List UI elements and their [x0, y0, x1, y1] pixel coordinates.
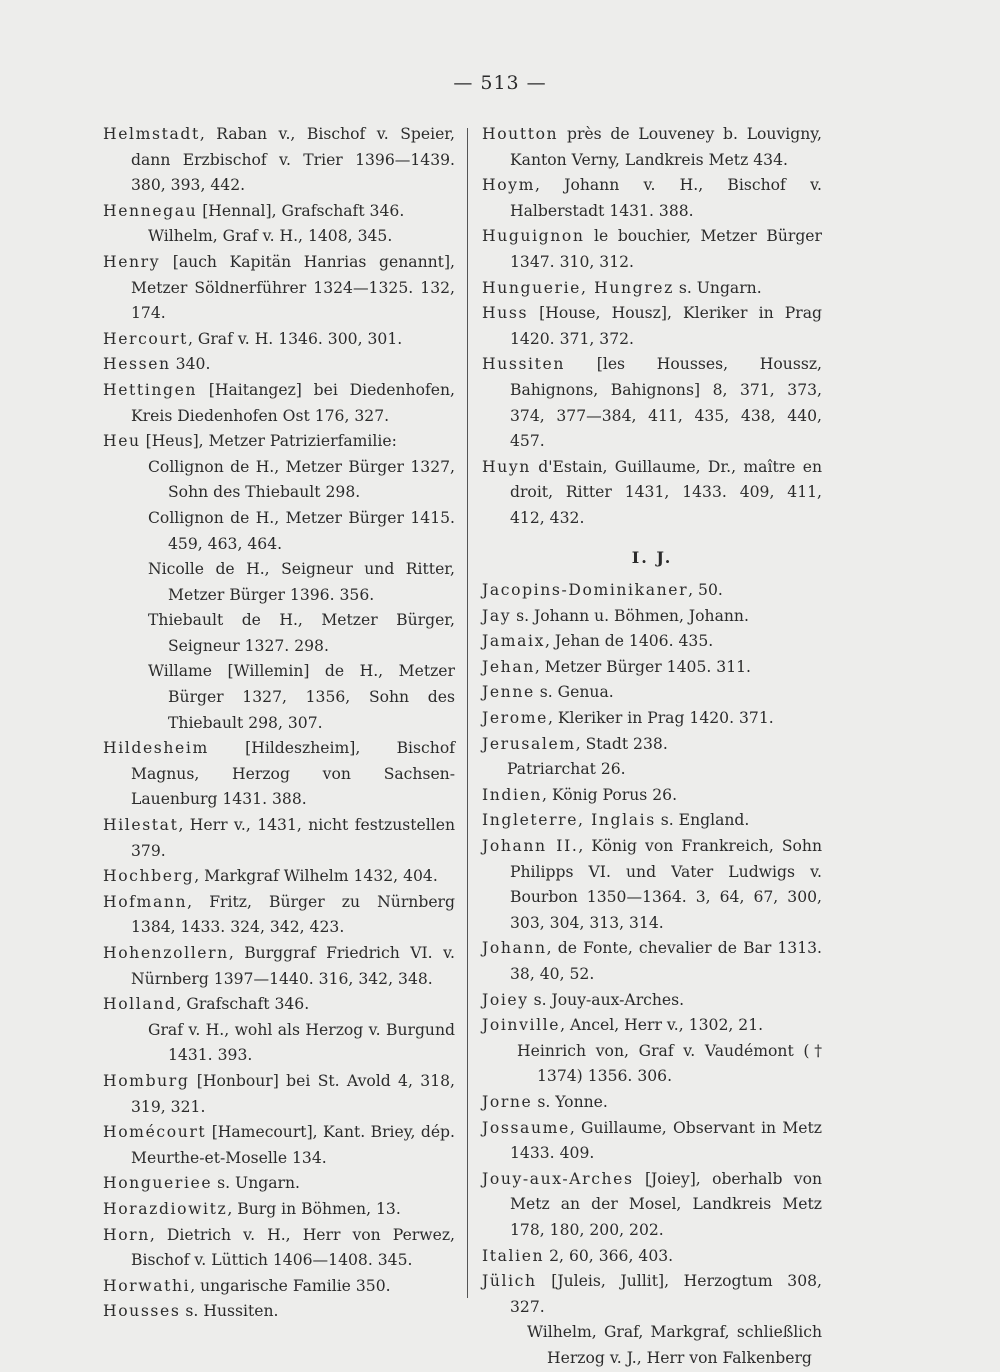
index-entry: [482, 301, 822, 352]
entry-keyword: Hildesheim: [103, 739, 209, 758]
entry-text: Wilhelm, Graf v. H., 1408, 345.: [148, 227, 393, 246]
entry-keyword: Jenne: [482, 683, 535, 702]
entry-text: s. Yonne.: [532, 1092, 608, 1111]
index-entry: [482, 352, 822, 454]
entry-keyword: Hilestat: [103, 816, 179, 835]
index-entry: [148, 224, 455, 250]
entry-text: le bouchier, Metzer Bürger 1347. 310, 312.: [510, 227, 822, 271]
entry-text: , Markgraf Wilhelm 1432, 404.: [194, 867, 438, 886]
index-entry: [482, 629, 822, 655]
entry-keyword: Johann: [482, 939, 547, 958]
entry-keyword: Hennegau: [103, 201, 198, 220]
entry-keyword: Indien: [482, 785, 543, 804]
index-entry: [103, 1274, 455, 1300]
index-entry: [103, 122, 455, 199]
entry-keyword: Hercourt: [103, 329, 188, 348]
index-entry: [103, 199, 455, 225]
entry-text: , ungarische Familie 350.: [190, 1276, 391, 1295]
entry-keyword: Jorne: [482, 1092, 533, 1111]
entry-text: , Burg in Böhmen, 13.: [227, 1199, 401, 1218]
index-entry: [103, 327, 455, 353]
entry-keyword: Johann II.: [482, 837, 579, 856]
index-entry: [482, 783, 822, 809]
index-entry: [103, 352, 455, 378]
index-entry: [148, 659, 455, 736]
index-entry: [482, 1167, 822, 1244]
entry-text: , Kleriker in Prag 1420. 371.: [547, 709, 774, 728]
entry-text: , Herr v., 1431, nicht festzustellen 379.: [131, 816, 455, 860]
entry-text: Collignon de H., Metzer Bürger 1327, Sohn des Thiebault 298.: [148, 457, 455, 502]
entry-keyword: Hessen: [103, 355, 171, 374]
index-entry: [482, 224, 822, 275]
index-entry: [103, 864, 455, 890]
index-entry: [517, 1039, 822, 1090]
entry-text: Wilhelm, Graf, Markgraf, schließlich Herzog v. J., Herr von Falkenberg: [527, 1323, 822, 1367]
entry-text: , Fritz, Bürger zu Nürnberg 1384, 1433. 324, 342, 423.: [131, 892, 455, 937]
entry-keyword: Jerome: [482, 709, 548, 728]
index-entry: [103, 890, 455, 941]
entry-text: [Heus], Metzer Patrizierfamilie:: [140, 432, 397, 451]
index-entry: [148, 455, 455, 506]
index-entry: [103, 813, 455, 864]
index-entry: [482, 936, 822, 987]
entry-keyword: Horn: [103, 1225, 150, 1244]
entry-text: [auch Kapitän Hanrias genannt], Metzer Söldnerführer 1324—1325. 132, 174.: [131, 252, 455, 323]
entry-text: , Metzer Bürger 1405. 311.: [534, 657, 752, 676]
section-heading: I. J.: [631, 547, 673, 567]
entry-text: , de Fonte, chevalier de Bar 1313. 38, 40, 52.: [510, 939, 822, 983]
entry-text: d'Estain, Guillaume, Dr., maître en droit, Ritter 1431, 1433. 409, 411, 412, 432.: [510, 457, 822, 527]
index-entry: [482, 1116, 822, 1167]
entry-text: 340.: [170, 355, 211, 374]
entry-keyword: Helmstadt: [103, 125, 200, 143]
entry-keyword: Jehan: [482, 657, 535, 676]
index-entry: [507, 757, 822, 783]
entry-text: s. Ungarn.: [673, 278, 762, 297]
entry-keyword: Hettingen: [103, 380, 198, 399]
entry-text: Graf v. H., wohl als Herzog v. Burgund 1431. 393.: [148, 1020, 455, 1065]
index-entry: [482, 1013, 822, 1039]
index-entry: [482, 808, 822, 834]
entry-keyword: Henry: [103, 252, 161, 271]
entry-text: Heinrich von, Graf v. Vaudémont († 1374) 1356. 306.: [517, 1041, 822, 1086]
entry-keyword: Jouy-aux-Arches: [482, 1169, 634, 1188]
index-entry: [103, 736, 455, 813]
index-entry: [482, 578, 822, 604]
entry-keyword: Ingleterre, Inglais: [482, 811, 656, 830]
entry-keyword: Holland: [103, 995, 177, 1014]
entry-text: [Honbour] bei St. Avold 4, 318, 319, 321.: [131, 1071, 455, 1116]
entry-text: [les Housses, Houssz, Bahignons, Bahignons] 8, 371, 373, 374, 377—384, 411, 435, 438, 440, 457.: [510, 355, 822, 451]
left-column: [103, 122, 455, 1325]
index-entry: [148, 1018, 455, 1069]
index-entry: [148, 608, 455, 659]
entry-keyword: Jossaume: [482, 1118, 570, 1137]
entry-keyword: Horazdiowitz: [103, 1199, 228, 1218]
entry-text: , 50.: [688, 581, 723, 600]
entry-text: [Hennal], Grafschaft 346.: [197, 201, 405, 220]
index-entry: [482, 732, 822, 758]
entry-keyword: Italien: [482, 1246, 545, 1265]
index-entry: [482, 655, 822, 681]
page-number: — 513 —: [453, 72, 547, 94]
entry-text: [Haitangez] bei Diedenhofen, Kreis Diedenhofen Ost 176, 327.: [131, 380, 455, 425]
index-entry: [103, 941, 455, 992]
entry-keyword: Huguignon: [482, 227, 585, 246]
index-entry: [103, 1223, 455, 1274]
entry-text: s. Hussiten.: [180, 1302, 279, 1321]
entry-keyword: Hoym: [482, 176, 535, 195]
entry-text: , Raban v., Bischof v. Speier, dann Erzbischof v. Trier 1396—1439. 380, 393, 442.: [131, 125, 455, 195]
entry-text: près de Louveney b. Louvigny, Kanton Verny, Landkreis Metz 434.: [510, 125, 822, 169]
index-entry: [148, 557, 455, 608]
entry-text: 2, 60, 366, 403.: [544, 1246, 674, 1265]
index-entry: [103, 1299, 455, 1325]
entry-text: Willame [Willemin] de H., Metzer Bürger 1327, 1356, Sohn des Thiebault 298, 307.: [148, 662, 455, 732]
entry-text: [Hildeszheim], Bischof Magnus, Herzog von Sachsen-Lauenburg 1431. 388.: [131, 739, 455, 809]
entry-text: s. Ungarn.: [212, 1174, 300, 1193]
entry-text: [Juleis, Jullit], Herzogtum 308, 327.: [510, 1272, 822, 1316]
entry-text: s. Johann u. Böhmen, Johann.: [511, 606, 749, 625]
entry-text: , Johann v. H., Bischof v. Halberstadt 1431. 388.: [510, 176, 822, 220]
entry-text: , König von Frankreich, Sohn Philipps VI. und Vater Ludwigs v. Bourbon 1350—1364. 3, 64, 67, 300, 303, 304, 313, 314.: [510, 837, 822, 932]
index-entry: [148, 506, 455, 557]
entry-keyword: Jamaix: [482, 632, 546, 651]
entry-text: , König Porus 26.: [542, 785, 678, 804]
index-entry: [103, 1197, 455, 1223]
index-entry: [482, 988, 822, 1014]
entry-text: Patriarchat 26.: [507, 760, 626, 779]
index-entry: [482, 604, 822, 630]
entry-keyword: Hunguerie, Hungrez: [482, 278, 674, 297]
index-entry: [482, 1269, 822, 1320]
index-entry: [103, 1120, 455, 1171]
entry-keyword: Hohenzollern: [103, 944, 229, 962]
entry-text: Collignon de H., Metzer Bürger 1415. 459, 463, 464.: [148, 508, 455, 553]
index-entry: [527, 1320, 822, 1371]
entry-text: s. Jouy-aux-Arches.: [528, 990, 685, 1009]
index-entry: [103, 1069, 455, 1120]
right-column-bottom-entries: [482, 578, 822, 1371]
entry-keyword: Hofmann: [103, 892, 188, 911]
entry-text: , Dietrich v. H., Herr von Perwez, Bischof v. Lüttich 1406—1408. 345.: [131, 1225, 455, 1270]
right-column-top-entries: [482, 122, 822, 532]
entry-text: , Grafschaft 346.: [176, 995, 310, 1014]
index-entry: [482, 276, 822, 302]
entry-keyword: Hochberg: [103, 867, 195, 886]
entry-text: [Hamecourt], Kant. Briey, dép. Meurthe-et-Moselle 134.: [131, 1123, 455, 1167]
entry-keyword: Jülich: [482, 1272, 537, 1291]
entry-keyword: Jacopins-Dominikaner: [482, 581, 689, 600]
entry-keyword: Jay: [482, 606, 512, 625]
entry-keyword: Homburg: [103, 1071, 190, 1090]
column-divider: [467, 128, 468, 1298]
index-entry: [482, 122, 822, 173]
index-entry: [482, 173, 822, 224]
entry-text: Nicolle de H., Seigneur und Ritter, Metzer Bürger 1396. 356.: [148, 560, 455, 604]
entry-keyword: Heu: [103, 432, 141, 451]
entry-text: Thiebault de H., Metzer Bürger, Seigneur 1327. 298.: [148, 611, 455, 655]
entry-keyword: Homécourt: [103, 1123, 207, 1142]
entry-keyword: Horwathi: [103, 1276, 191, 1295]
entry-keyword: Jerusalem: [482, 734, 576, 753]
right-column: [482, 122, 822, 1372]
entry-text: , Guillaume, Observant in Metz 1433. 409.: [510, 1118, 822, 1163]
entry-text: , Graf v. H. 1346. 300, 301.: [187, 329, 403, 348]
entry-keyword: Joinville: [482, 1016, 561, 1035]
entry-text: s. Genua.: [534, 683, 614, 702]
entry-keyword: Housses: [103, 1302, 181, 1321]
entry-text: , Burggraf Friedrich VI. v. Nürnberg 1397—1440. 316, 342, 348.: [131, 944, 455, 988]
index-entry: [482, 455, 822, 532]
index-entry: [103, 1171, 455, 1197]
entry-keyword: Joiey: [482, 990, 529, 1009]
entry-keyword: Hussiten: [482, 355, 565, 374]
entry-text: , Jehan de 1406. 435.: [545, 632, 714, 651]
entry-keyword: Huyn: [482, 457, 531, 476]
index-entry: [103, 429, 455, 455]
entry-text: s. England.: [655, 811, 750, 830]
entry-keyword: Houtton: [482, 125, 559, 143]
entry-text: [Joiey], oberhalb von Metz an der Mosel, Landkreis Metz 178, 180, 200, 202.: [510, 1169, 822, 1239]
index-entry: [482, 1090, 822, 1116]
index-entry: [103, 250, 455, 327]
index-entry: [482, 680, 822, 706]
index-entry: [482, 1244, 822, 1270]
entry-text: [House, Housz], Kleriker in Prag 1420. 371, 372.: [510, 304, 822, 348]
entry-keyword: Huss: [482, 304, 529, 323]
entry-keyword: Hongueriee: [103, 1174, 213, 1193]
index-entry: [482, 834, 822, 936]
index-entry: [103, 378, 455, 429]
index-entry: [103, 992, 455, 1018]
index-entry: [482, 706, 822, 732]
entry-text: , Stadt 238.: [575, 734, 668, 753]
entry-text: , Ancel, Herr v., 1302, 21.: [560, 1016, 764, 1035]
